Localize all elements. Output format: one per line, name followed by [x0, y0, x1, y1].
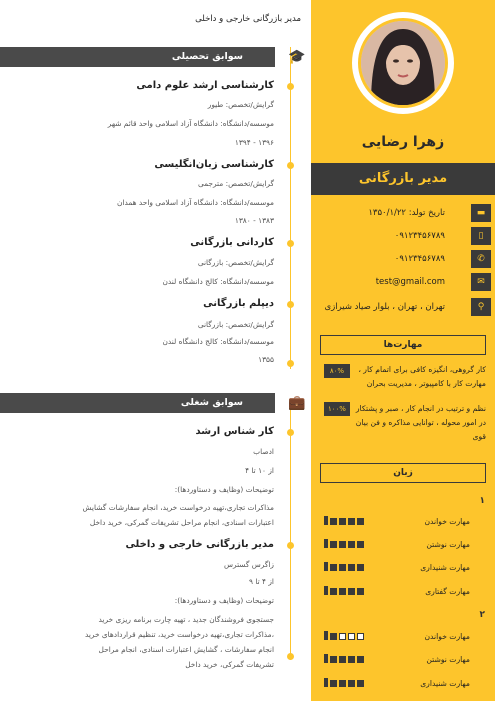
level-square [339, 656, 346, 663]
education-heading: سوابق تحصیلی [171, 51, 243, 62]
skill-item-1: کار گروهی، انگیزه کافی برای اتمام کار ، مهارت کار با کامپیوتر ، مدیریت بحران [358, 365, 486, 388]
edu-2-date: ۱۳۸۳ - ۱۳۸۰ [234, 216, 274, 225]
work-1-description: مذاکرات تجاری،تهیه درخواست خرید، انجام سفارشات گشایش اعتبارات اسنادی، انجام مراحل تشریفات گمرکی، خرید داخل [82, 503, 274, 527]
level-bar [324, 539, 328, 548]
level-square [357, 633, 364, 640]
email-text: test@gmail.com [375, 277, 445, 287]
birthdate-icon: ▬ [471, 204, 491, 222]
skill-2-level: ۱۰۰% [324, 402, 350, 416]
education-timeline [290, 47, 291, 369]
lang1-speaking-level [324, 588, 364, 595]
contact-email [311, 272, 495, 292]
level-square [330, 541, 337, 548]
level-square [330, 518, 337, 525]
lang1-listening-label: مهارت شنیداری [420, 563, 470, 572]
level-bar [324, 516, 328, 525]
edu-4-date: ۱۳۵۵ [258, 355, 274, 364]
level-square [339, 518, 346, 525]
mobile-icon: ▯ [471, 227, 491, 245]
languages-heading: زبان [320, 463, 486, 483]
lang1-writing-level [324, 541, 364, 548]
skill-1-level: ۸۰% [324, 364, 350, 378]
level-bar [324, 631, 328, 640]
level-square [357, 680, 364, 687]
level-square [357, 656, 364, 663]
level-square [357, 518, 364, 525]
contact-phone [311, 249, 495, 269]
job-title-bar: مدیر بازرگانی [311, 163, 495, 195]
location-icon: ⚲ [471, 298, 491, 316]
work-1-period: از ۱۰ تا ۴ [245, 466, 274, 475]
timeline-dot [287, 360, 294, 367]
timeline-dot [287, 162, 294, 169]
language-1-name: ۱ [479, 496, 485, 506]
lang2-reading-label: مهارت خواندن [424, 632, 470, 641]
work-2-period: از ۴ تا ۹ [249, 577, 274, 586]
lang1-writing-label: مهارت نوشتن [426, 540, 470, 549]
contact-mobile [311, 226, 495, 246]
level-square [348, 656, 355, 663]
lang2-listening-level [324, 680, 364, 687]
timeline-dot [287, 83, 294, 90]
briefcase-icon: 💼 [288, 395, 306, 411]
contact-address [311, 297, 495, 317]
lang1-speaking-label: مهارت گفتاری [425, 587, 470, 596]
skill-item-2: نظم و ترتیب در انجام کار ، صبر و پشتکار در امور محوله ، توانایی مذاکره و فن بیان قوی [355, 404, 486, 441]
profile-photo-frame [352, 12, 454, 114]
work-timeline [290, 404, 291, 660]
level-square [348, 588, 355, 595]
level-square [357, 541, 364, 548]
edu-2-title: کارشناسی زبان‌انگلیسی [154, 159, 274, 170]
edu-3-title: کاردانی بازرگانی [190, 237, 274, 248]
edu-4-field: گرایش/تخصص: بازرگانی [197, 320, 274, 329]
level-square [330, 564, 337, 571]
work-1-company: ادصاب [253, 447, 274, 456]
phone-text: ۰۹۱۲۳۴۵۶۷۸۹ [394, 254, 445, 264]
level-square [339, 541, 346, 548]
address-text: تهران ، تهران ، بلوار صیاد شیرازی [324, 302, 445, 312]
top-job-title: مدیر بازرگانی خارجی و داخلی [195, 14, 301, 24]
lang2-writing-level [324, 656, 364, 663]
lang1-reading-level [324, 518, 364, 525]
level-square [348, 564, 355, 571]
level-bar [324, 562, 328, 571]
level-square [357, 588, 364, 595]
lang2-listening-label: مهارت شنیداری [420, 679, 470, 688]
edu-3-field: گرایش/تخصص: بازرگانی [197, 258, 274, 267]
level-square [357, 564, 364, 571]
lang2-reading-level [324, 633, 364, 640]
edu-1-field: گرایش/تخصص: طیور [207, 100, 274, 109]
graduation-cap-icon: 🎓 [288, 49, 306, 65]
level-square [330, 588, 337, 595]
education-header [0, 47, 275, 67]
timeline-dot [287, 653, 294, 660]
timeline-dot [287, 240, 294, 247]
level-square [339, 588, 346, 595]
level-square [348, 633, 355, 640]
work-1-desc-label: توضیحات (وظایف و دستاوردها): [174, 485, 274, 494]
edu-1-institution: موسسه/دانشگاه: دانشگاه آزاد اسلامی واحد قائم شهر [107, 119, 274, 128]
edu-4-title: دیپلم بازرگانی [203, 298, 274, 309]
work-2-title: مدیر بازرگانی خارجی و داخلی [125, 539, 274, 550]
edu-1-date: ۱۳۹۶ - ۱۳۹۴ [234, 138, 274, 147]
level-square [339, 564, 346, 571]
work-heading: سوابق شغلی [180, 397, 243, 408]
timeline-dot [287, 429, 294, 436]
lang1-listening-level [324, 564, 364, 571]
work-1-title: کار شناس ارشد [195, 426, 274, 437]
level-bar [324, 654, 328, 663]
level-square [330, 680, 337, 687]
skills-heading: مهارت‌ها [320, 335, 486, 355]
level-square [330, 656, 337, 663]
level-square [348, 518, 355, 525]
birthdate-text: تاریخ تولد: ۱۳۵۰/۱/۲۲ [368, 208, 445, 218]
level-bar [324, 586, 328, 595]
level-square [348, 680, 355, 687]
email-icon: ✉ [471, 273, 491, 291]
profile-photo [358, 18, 448, 108]
edu-1-title: کارشناسی ارشد علوم دامی [136, 80, 274, 91]
edu-2-field: گرایش/تخصص: مترجمی [197, 179, 274, 188]
level-square [348, 541, 355, 548]
language-2-name: ۲ [479, 610, 485, 620]
work-header [0, 393, 275, 413]
lang1-reading-label: مهارت خواندن [424, 517, 470, 526]
sidebar [311, 0, 495, 701]
person-name: زهرا رضایی [361, 134, 445, 150]
timeline-dot [287, 301, 294, 308]
level-square [339, 633, 346, 640]
timeline-dot [287, 542, 294, 549]
mobile-text: ۰۹۱۲۳۴۵۶۷۸۹ [394, 231, 445, 241]
work-2-desc-label: توضیحات (وظایف و دستاوردها): [174, 596, 274, 605]
phone-icon: ✆ [471, 250, 491, 268]
work-2-description: جستجوی فروشندگان جدید ، تهیه چارت برنامه ریزی خرید ،مذاکرات تجاری،تهیه درخواست خرید، تنظیم قراردادهای خرید انجام سفارشات ، گشایش اعتبارات اسنادی، انجام مراحل تشریفات گمرکی، خرید داخل [84, 615, 274, 669]
work-2-company: زاگرس گسترس [223, 560, 274, 569]
lang2-writing-label: مهارت نوشتن [426, 655, 470, 664]
portrait-image [361, 21, 445, 105]
edu-4-institution: موسسه/دانشگاه: کالج دانشگاه لندن [162, 337, 274, 346]
edu-3-institution: موسسه/دانشگاه: کالج دانشگاه لندن [162, 277, 274, 286]
level-square [339, 680, 346, 687]
level-bar [324, 678, 328, 687]
level-square [330, 633, 337, 640]
contact-birthdate [311, 203, 495, 223]
edu-2-institution: موسسه/دانشگاه: دانشگاه آزاد اسلامی واحد همدان [117, 198, 274, 207]
